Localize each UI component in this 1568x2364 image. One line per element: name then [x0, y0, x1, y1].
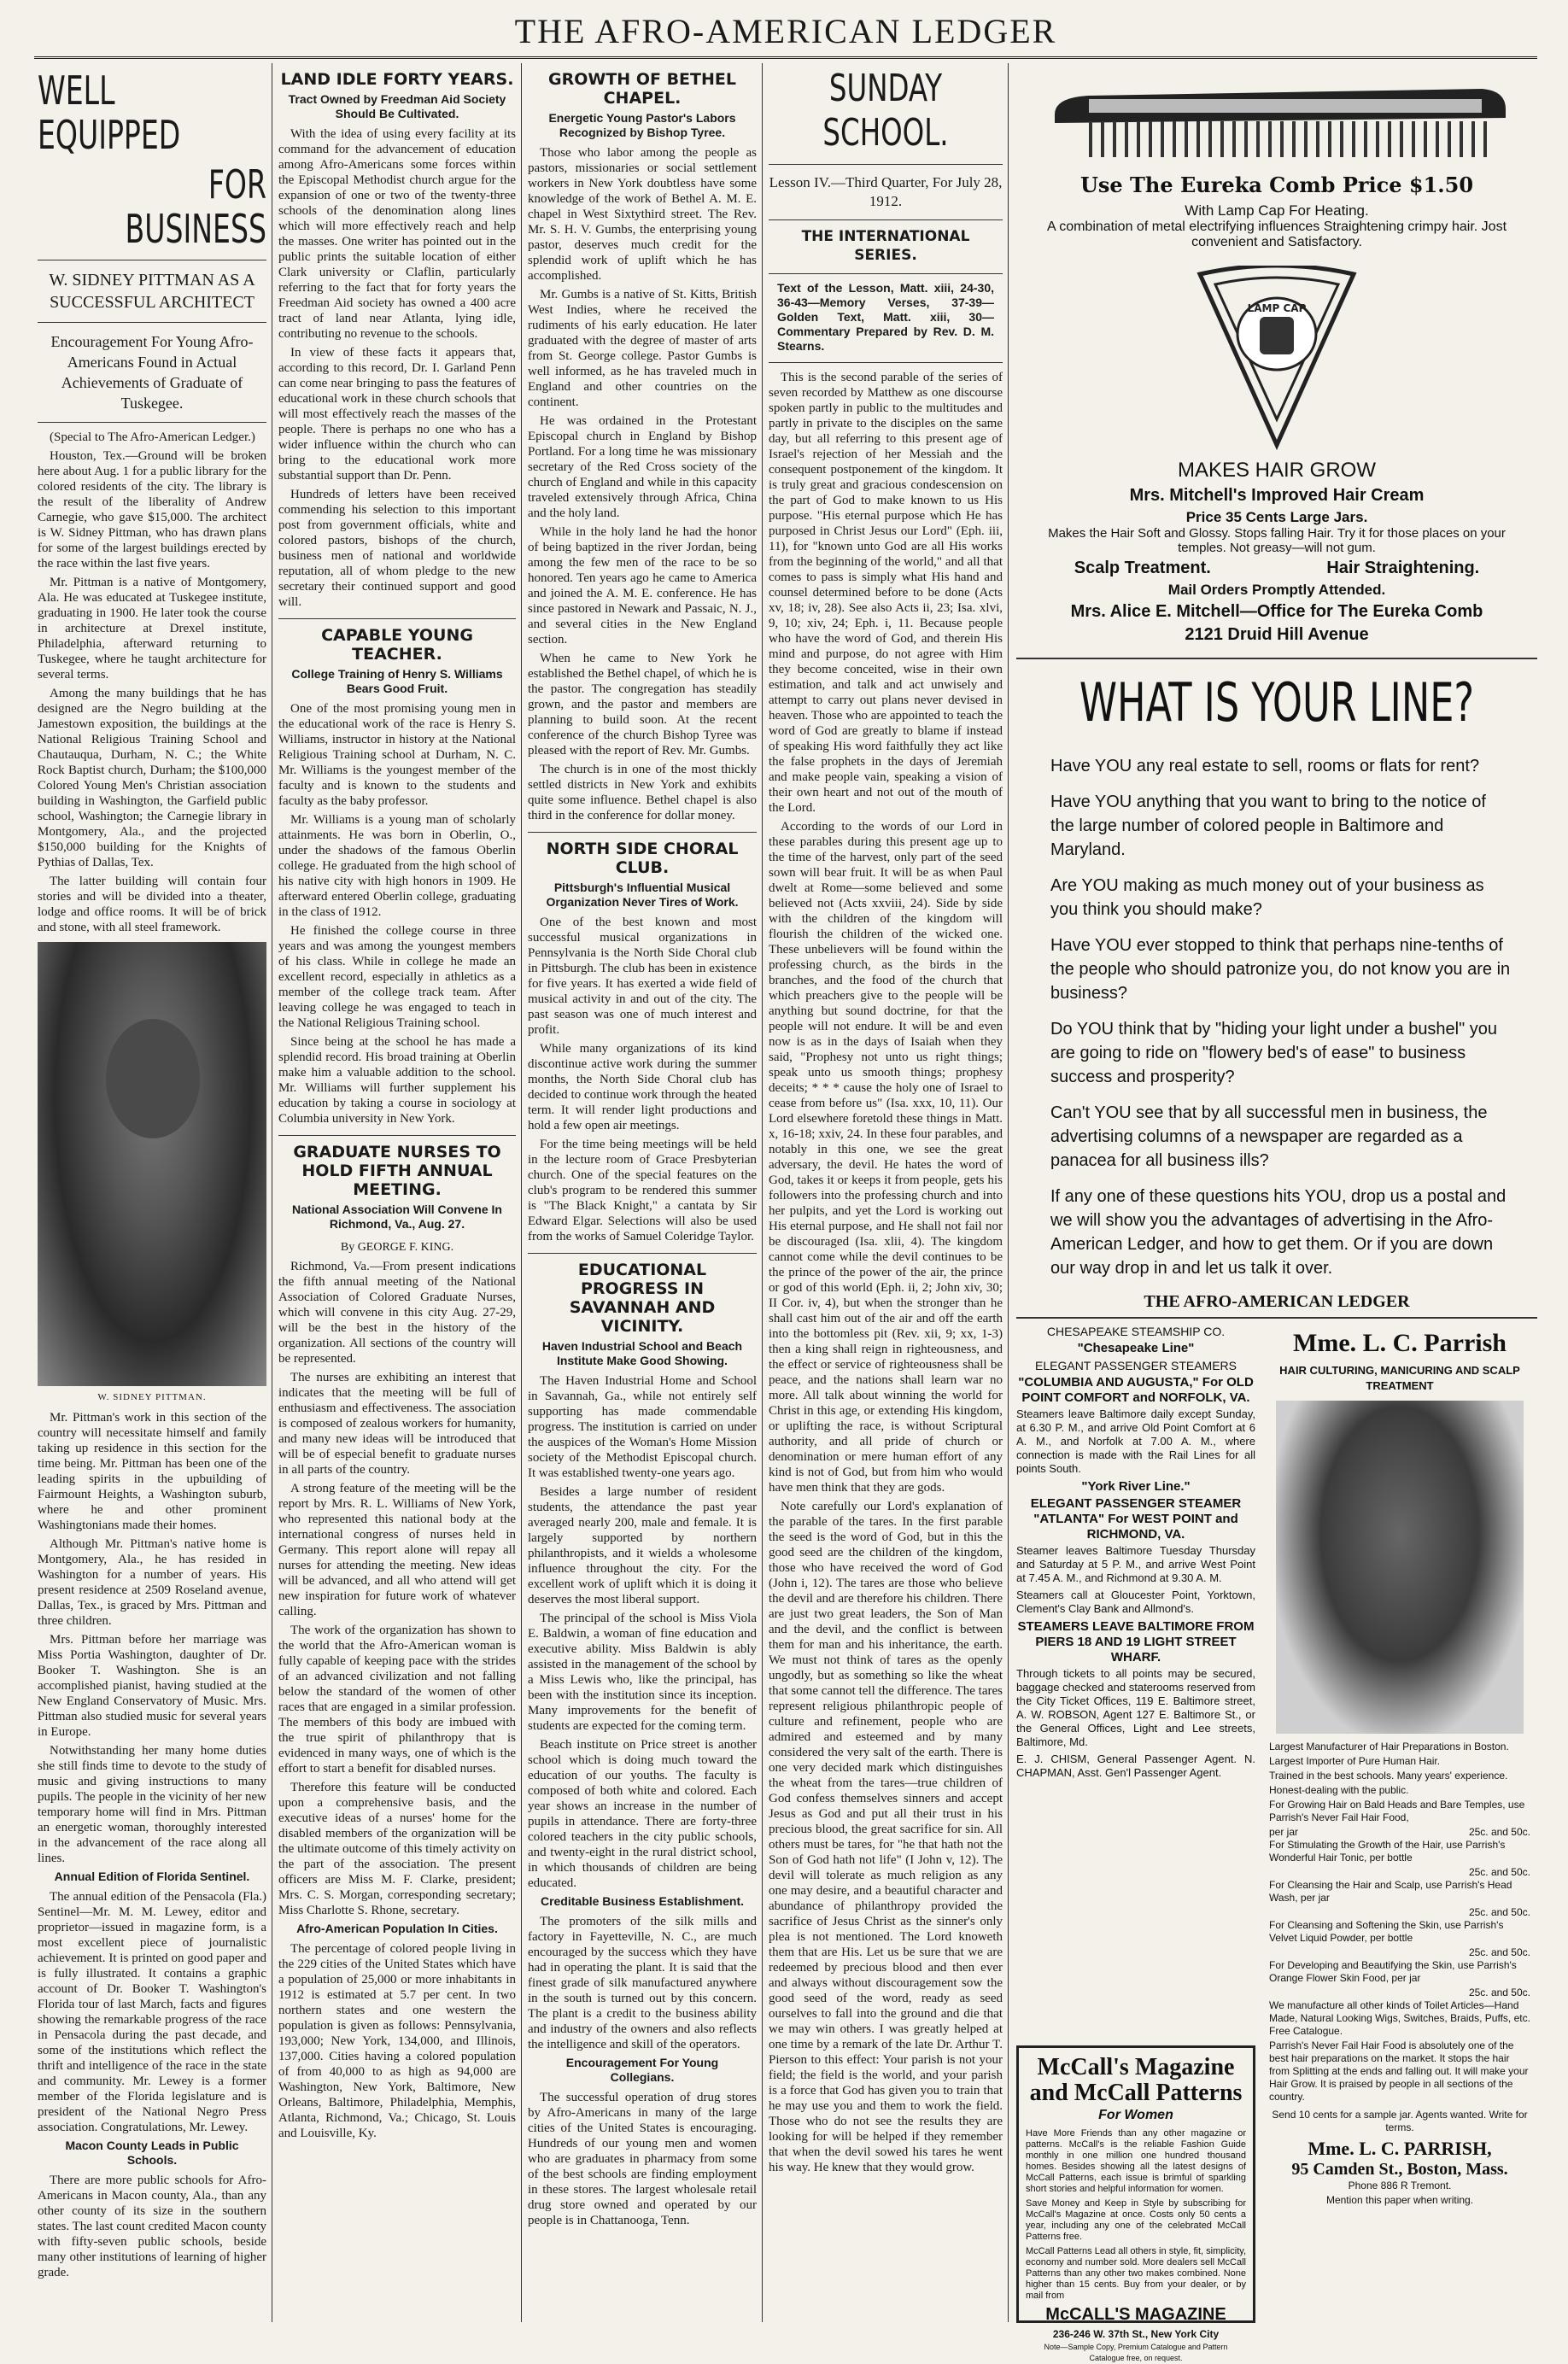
article-paragraph: Mr. Pittman's work in this section of the country will necessitate himself and family taking up residence in this section for the time being. Mr. Pittman has been one of the leading spirits in the upbuilding of Fairmount Heights, a Washington suburb, where he and other prominent Washingtonians made their homes. [38, 1411, 266, 1532]
article-paragraph: The church is in one of the most thickly settled districts in New York and exhibits quite some influence. Bethel chapel is also third in the conference for dollar money. [528, 763, 757, 822]
mccalls-address: 236-246 W. 37th St., New York City [1052, 2328, 1220, 2340]
chesapeake-steamship-ad [1016, 1324, 1255, 2041]
parrish-address: 95 Camden St., Boston, Mass. [1291, 2160, 1508, 2179]
article-paragraph: The principal of the school is Miss Viola E. Baldwin, a woman of fine education and executive ability. Miss Baldwin is ably assisted in the management of the school by a Miss Lewis who, like the principal, has been with the institution since its inception. Many improvements for the benefit of students are expected for the coming term. [528, 1612, 757, 1733]
lesson-text: Text of the Lesson, Matt. xiii, 24-30, 36-43—Memory Verses, 37-39—Golden Text, Matt. xiii, 30—Commentary Prepared by Rev. D. M. Stearns. [777, 281, 994, 353]
headline: LAND IDLE FORTY YEARS. [280, 70, 514, 89]
steamship-line: ELEGANT PASSENGER STEAMERS [1035, 1359, 1237, 1372]
parrish-line: For Cleansing the Hair and Scalp, use Parrish's Head Wash, per jar [1269, 1879, 1512, 1904]
parrish-signature: Mme. L. C. PARRISH, [1308, 2138, 1492, 2159]
parrish-price: 25c. and 50c. [1468, 1906, 1530, 1918]
subhead: National Association Will Convene In Richmond, Va., Aug. 27. [292, 1202, 502, 1231]
article-paragraph: While many organizations of its kind discontinue active work during the summer months, the North Side Choral club has decided to continue work through the heated term. It will render light productions and hold a few open air meetings. [528, 1042, 757, 1132]
mccalls-name: McCALL'S MAGAZINE [1045, 2305, 1226, 2324]
article-paragraph: The latter building will contain four stories and will be divided into a theater, lodge and office rooms. It will be of brick and stone, with all steel framework. [38, 875, 266, 934]
headline: CAPABLE YOUNG TEACHER. [321, 626, 473, 664]
subhead: Afro-American Population In Cities. [296, 1922, 498, 1935]
subhead: Annual Edition of Florida Sentinel. [54, 1870, 250, 1883]
byline: By GEORGE F. KING. [340, 1241, 454, 1254]
ad-question: Can't YOU see that by all successful men in business, the advertising columns of a newspaper are regarded as a panacea for all business ills? [1050, 1103, 1488, 1170]
mccalls-magazine-ad [1016, 2045, 1255, 2362]
emblem-text: LAMP CAP [1247, 302, 1307, 314]
subhead: Energetic Young Pastor's Labors Recognized by Bishop Tyree. [548, 111, 736, 139]
column-4 [769, 63, 1003, 2322]
article-paragraph: He finished the college course in three years and was among the youngest members of his class. While in college he made an excellent record, especially in athletics as a member of the college track team. After leaving college he was engaged to teach in the National Religious Training school. [278, 924, 516, 1030]
mccalls-note: Note—Sample Copy, Premium Catalogue and Pattern Catalogue free, on request. [1044, 2343, 1228, 2362]
comb-ad-line: Scalp Treatment. [1074, 559, 1211, 577]
ad-signature: THE AFRO-AMERICAN LEDGER [1144, 1292, 1410, 1311]
comb-ad-line: Price 35 Cents Large Jars. [1185, 509, 1368, 525]
column-2 [278, 63, 516, 2322]
comb-ad-line: 2121 Druid Hill Avenue [1185, 625, 1369, 644]
article-paragraph: Mrs. Pittman before her marriage was Miss Portia Washington, daughter of Dr. Booker T. Washington. She is an accomplished pianist, having studied at the New England Conservatory of Music. Mrs. Pittman also studied music for several years in Europe. [38, 1633, 266, 1739]
article-paragraph: The Haven Industrial Home and School in Savannah, Ga., while not entirely self supporting has made commendable progress. The institution is carried on under the auspices of the Woman's Home Mission society of the Methodist Episcopal church. It was established twenty-one years ago. [528, 1374, 757, 1480]
comb-ad-title: Use The Eureka Comb Price $1.50 [1079, 173, 1474, 197]
special-note: (Special to The Afro-American Ledger.) [50, 430, 255, 444]
steamship-line: STEAMERS LEAVE BALTIMORE FROM PIERS 18 AND 19 LIGHT STREET WHARF. [1017, 1619, 1255, 1665]
parrish-line: For Developing and Beautifying the Skin, use Parrish's Orange Flower Skin Food, per jar [1269, 1959, 1517, 1984]
lamp-cap-emblem [1191, 266, 1362, 453]
column-1 [38, 63, 266, 2322]
parrish-line: Parrish's Never Fail Hair Food is absolutely one of the best hair preparations on the market. It stops the hair from Splitting at the ends and falling out. It will make your Hair Grow. It is praised by people in all sections of the country. [1269, 2039, 1529, 2103]
mccalls-paragraph: Save Money and Keep in Style by subscribing for McCall's Magazine at once. Costs only 50 cents a year, including any one of the celebrated McCall Patterns free. [1026, 2198, 1246, 2242]
ad-question: Have YOU anything that you want to bring to the notice of the large number of colored people in Baltimore and Maryland. [1050, 793, 1486, 859]
lesson-line: Lesson IV.—Third Quarter, For July 28, 1912. [769, 174, 1003, 209]
steamship-line: "COLUMBIA AND AUGUSTA," For OLD POINT COMFORT and NORFOLK, VA. [1018, 1375, 1254, 1405]
article-paragraph: In view of these facts it appears that, according to this record, Dr. I. Garland Penn can come near bringing to pass the features of educational work in these church schools that will most effectively reach the masses of the people. There is perhaps no one who has a wider influence within the church who can bring to the educational work more substantial support than Dr. Penn. [278, 346, 516, 483]
headline-line-2: FOR BUSINESS [125, 161, 266, 252]
article-paragraph: The annual edition of the Pensacola (Fla.) Sentinel—Mr. M. M. Lewey, editor and proprietor—issued in magazine form, is a most excellent piece of journalistic achievement. It is printed on good paper and is fully illustrated. It contains a graphic account of Dr. Booker T. Washington's Florida tour of last March, facts and figures showing the remarkable progress of the race in Pensacola during the past decade, and some of the institutions which reflect the thrift and intelligence of the race in the state and community. Mr. Lewey is a former member of the Florida legislature and is president of the National Negro Press association. Congratulations, Mr. Lewey. [38, 1890, 266, 2134]
article-paragraph: According to the words of our Lord in these parables during this present age up to the time of the harvest, only part of the seed sown will bear fruit. It will be as when Paul dwelt at Rome—some believed and some believed not (Acts xxviii, 24). Side by side with the children of the kingdom will flourish the children of the wicked one. These unbelievers will be found within the professing church, as the birds in the branches, and the food of the church that which preachers give to the people will be anything but sound doctrine, for that the people will not endure. It will be and even now is as in the days of Isaiah when they said, "Prophesy not unto us right things; speak unto us smooth things; prophesy deceits; * * * cause the holy one of Israel to cease from before us" (Isa. xxx, 10, 11). Our Lord elsewhere foretold these things in Matt. x, 16-18; xxiv, 24. In these four parables, and notably in this one, we see the great adversary, the devil. He hates the word of God, takes it or keeps it from people, gets his followers into the professing church and into her pulpits, and yet the Lord is working out His eternal purpose, and He shall not fail nor be discouraged (Isa. xlii, 4). The kingdom cannot come while the devil continues to be the prince of the power of the air, the prince or god of this world (Eph. ii, 2; John xiv, 30; II Cor. iv, 4), but when the stronger than he shall cast him out of the air and off the earth into the bottomless pit (Rev. xii, 9; xx, 1-3) then a king shall reign in righteousness, and the effect or service of righteousness shall be peace, and the nations shall learn war no more. All talk about winning the world for Christ in this age, or extending His kingdom, or uplifting the race, is without Scriptural authority, and all pride of church or denomination or mere human effort of any kind is not of God, but from him who would have men think that they are gods. [769, 820, 1003, 1495]
mccalls-paragraph: Have More Friends than any other magazine or patterns. McCall's is the reliable Fashion Guide monthly in one million one hundred thousand homes. Besides showing all the latest designs of McCall Patterns, each issue is brimful of sparkling short stories and helpful information for women. [1026, 2128, 1246, 2194]
steamship-paragraph: Steamer leaves Baltimore Tuesday Thursday and Saturday at 5 P. M., and arrive West Point at 7.45 A. M., and Richmond at 9.30 A. M. [1016, 1544, 1255, 1584]
parrish-tagline: HAIR CULTURING, MANICURING AND SCALP TREATMENT [1279, 1364, 1520, 1392]
article-paragraph: Beach institute on Price street is another school which is doing much toward the education of our youths. The faculty is composed of both white and colored. Each year shows an increase in the number of pupils in attendance. There are forty-three colored teachers in the city public schools, and twenty-eight in the rural district school, in which thousands of children are being educated. [528, 1738, 757, 1890]
article-paragraph: Note carefully our Lord's explanation of the parable of the tares. In the first parable the seed is the word of God, but in this the good seed are the children of the kingdom, those who have received the word of God (John i, 12). The tares are those who believe the devil and are therefore his children. There are just two great leaders, the Son of Man and the devil, and the conflict is between them for man and his inheritance, the earth. We must not think of tares as the openly ungodly, but as something so like the wheat that some cannot tell the difference. The tares represent religious philanthropic people of culture and refinement, people who are admired and esteemed and by many considered the very salt of the earth. There is one very decided mark which distinguishes the wheat from the tares—true children of God confess themselves sinners and accept Jesus as God and put all their trust in his precious blood, the great sacrifice for sin. All others must be tares, for "he that hath not the Son of God hath not life" (I John v, 12). The devil will tolerate as much religion as any one may desire, and a beautiful character and abundance of philanthropy provided the sacrifice of Jesus Christ as the sinner's only plea is not mentioned. The Lord knoweth them that are His. Let us be sure that we are redeemed by precious blood and then ever and always without discouragement sow the good seed of the word, ready as seed ourselves to fall into the ground and die that we may win others. I was greatly helped at one time by a remark of the late Dr. Arthur T. Pierson to this effect: Your parish is not your field; the field is the world, and your parish is a force that God has given you to train that he may use you and them to work the field. Those who do not see the results they are looking for will be helped if they remember that when the devil sowed his tares he went his way. He knew that they would grow. [769, 1500, 1003, 2174]
deck-1: W. SIDNEY PITTMAN AS A SUCCESSFUL ARCHITECT [49, 271, 255, 312]
column-rule [762, 63, 763, 2322]
ad-question: Do YOU think that by "hiding your light under a bushel" you are going to ride on "flowery bed's of ease" to business success and prosperity? [1050, 1020, 1498, 1086]
article-paragraph: Hundreds of letters have been received commending his selection to this important post from government officials, white and colored pastors, bishops of the church, business men of national and worldwide reputation, all of whom pledge to the new secretary their continued support and good will. [278, 488, 516, 609]
comb-ad-line: Hair Straightening. [1326, 559, 1480, 577]
parrish-name: Mme. L. C. Parrish [1293, 1329, 1507, 1357]
parrish-price: 25c. and 50c. [1468, 1866, 1530, 1878]
steamship-paragraph: Steamers leave Baltimore daily except Sunday, at 6.30 P. M., and arrive Old Point Comfort at 6 A. M., and Norfolk at 7.00 A. M., where connection is made with the Rail Lines for all points South. [1016, 1407, 1255, 1475]
steamship-line: "Chesapeake Line" [1077, 1341, 1195, 1355]
article-paragraph: Mr. Gumbs is a native of St. Kitts, British West Indies, where he received the rudiments of his early education. He later graduated with the degree of master of arts from St. George college. Pastor Gumbs is well informed, as he has traveled much in England and other countries on the continent. [528, 288, 757, 409]
parrish-line: Largest Manufacturer of Hair Preparations in Boston. [1269, 1741, 1509, 1753]
article-paragraph: The nurses are exhibiting an interest that indicates that the meeting will be full of enthusiasm and effectiveness. The association is composed of zealous workers for humanity, and many new ideas will be introduced that will be of especial benefit to graduate nurses in all parts of the country. [278, 1371, 516, 1477]
steamship-paragraph: Through tickets to all points may be secured, baggage checked and staterooms reserved from the City Ticket Offices, 119 E. Baltimore street, A. W. ROBSON, Agent 127 E. Baltimore St., or the General Offices, Light and Lee streets, Baltimore, Md. [1016, 1667, 1255, 1748]
parrish-line: Largest Importer of Pure Human Hair. [1269, 1755, 1441, 1767]
parrish-line: For Growing Hair on Bald Heads and Bare Temples, use Parrish's Never Fail Hair Food, [1269, 1799, 1525, 1823]
comb-ad-line: MAKES HAIR GROW [1177, 459, 1377, 482]
parrish-phone: Phone 886 R Tremont. [1348, 2180, 1452, 2191]
comb-ad-line: Makes the Hair Soft and Glossy. Stops falling Hair. Try it for those places on your temples. Not greasy—will not gum. [1048, 526, 1506, 555]
article-paragraph: Richmond, Va.—From present indications the fifth annual meeting of the National Association of Colored Graduate Nurses, which will convene in this city Aug. 27-29, will be the best in the history of the organization. All sections of the country will be represented. [278, 1260, 516, 1366]
parrish-hair-ad [1262, 1324, 1537, 2323]
what-is-your-line-ad [1016, 658, 1537, 1319]
article-paragraph: This is the second parable of the series of seven recorded by Matthew as one discourse spoken partly in public to the multitudes and partly in private to the disciples on the same day, but all referring to this present age of Israel's rejection of her Messiah and the consequent postponement of the kingdom. It is truly great and gracious condescension on the part of God to make known to us His purpose. "His eternal purpose which He has purposed in Christ Jesus our Lord" (Eph. iii, 11), for "known unto God are all His works from the beginning of the world," and all that comes to pass is simply what His hand and counsel determined before to be done (Acts xv, 18; iv, 28). See also Acts ii, 23; Isa. xlvi, 9, 10; xiv, 24; Eph. i, 11. Because people who have the word of God, and therein His mind and purpose, do not agree with Him they become conceited, wise in their own estimation, and talk and act unwisely and attempt to carry out plans never devised in heaven. Those who are appointed to teach the word of God are greatly to blame if instead of speaking His word faithfully they act like the false prophets in the days of Jeremiah and make people vain, speaking a vision of their own heart and not out of the mouth of the Lord. [769, 371, 1003, 815]
steamship-paragraph: E. J. CHISM, General Passenger Agent. N. CHAPMAN, Asst. Gen'l Passenger Agent. [1016, 1753, 1255, 1779]
headline: GRADUATE NURSES TO HOLD FIFTH ANNUAL MEETING. [293, 1143, 501, 1199]
steamship-line: CHESAPEAKE STEAMSHIP CO. [1046, 1325, 1226, 1338]
subhead: College Training of Henry S. Williams Bears Good Fruit. [291, 667, 503, 695]
article-paragraph: Among the many buildings that he has designed are the Negro building at the Jamestown exposition, the buildings at the National Religious Training School and Chautauqua, Durham, N. C.; the White Rock Baptist church, Durham; the $100,000 Colored Young Men's Christian association building in Washington, the Garfield public school, Washington; the Carnegie library in Montgomery, Ala., and the projected $150,000 building for the Knights of Pythias of Dallas, Tex. [38, 687, 266, 869]
parrish-line: Honest-dealing with the public. [1269, 1784, 1409, 1796]
parrish-mention: Mention this paper when writing. [1325, 2194, 1474, 2206]
steamship-paragraph: Steamers call at Gloucester Point, Yorktown, Clement's Clay Bank and Allmond's. [1016, 1589, 1255, 1615]
article-paragraph: Since being at the school he has made a splendid record. His broad training at Oberlin make him a valuable addition to the school. Mr. Williams will further supplement his education by taking a course in sociology at Columbia university in New York. [278, 1035, 516, 1126]
ad-title: WHAT IS YOUR LINE? [1079, 671, 1475, 734]
article-paragraph: Besides a large number of resident students, the attendance the past year averaged nearly 200, male and female. It is largely supported by northern philanthropists, and it wields a wholesome influence throughout the city. For the excellent work of uplift which it is doing it deserves the most liberal support. [528, 1485, 757, 1606]
comb-ad-line: A combination of metal electrifying influences Straightening crimpy hair. Jost convenient and Satisfactory. [1046, 219, 1507, 249]
ad-question: If any one of these questions hits YOU, drop us a postal and we will show you the advantages of advertising in the Afro-American Ledger, and how to get them. Or if you are down our way drop in and let us talk it over. [1050, 1187, 1507, 1278]
portrait-caption: W. SIDNEY PITTMAN. [97, 1392, 207, 1402]
article-paragraph: He was ordained in the Protestant Episcopal church in England by Bishop Portland. For a long time he was missionary secretary of the Red Cross society of the church of England and while in this capacity traveled extensively through Africa, China and the holy land. [528, 414, 757, 520]
mccalls-paragraph: McCall Patterns Lead all others in style, fit, simplicity, economy and number sold. More dealers sell McCall Patterns than any other two makes combined. None higher than 15 cents. Buy from your dealer, or by mail from [1026, 2246, 1246, 2301]
article-paragraph: Mr. Pittman is a native of Montgomery, Ala. He was educated at Tuskegee institute, graduating in 1900. He later took the course in architecture at Drexel institute, Philadelphia, afterward returning to Tuskegee, where he taught architecture for several terms. [38, 576, 266, 682]
article-paragraph: When he came to New York he established the Bethel chapel, of which he is the pastor. The congregation has steadily grown, and the pastor and members are planning to build soon. At the recent conference of the church Bishop Tyree was pleased with the report of Rev. Mr. Gumbs. [528, 652, 757, 758]
parrish-line: Send 10 cents for a sample jar. Agents wanted. Write for terms. [1272, 2109, 1528, 2133]
sunday-school-title: SUNDAY SCHOOL. [822, 67, 949, 155]
article-paragraph: Although Mr. Pittman's native home is Montgomery, Ala., he has resided in Washington for a number of years. His present residence at 2509 Roseland avenue, Dallas, Tex., is graced by Mrs. Pittman and three children. [38, 1537, 266, 1628]
article-paragraph: The promoters of the silk mills and factory in Fayetteville, N. C., are much encouraged by the success which they have had in operating the plant. It is said that the finest grade of silk manufactured anywhere in the south is turned out by this concern. The plant is a credit to the business ability and industry of the owners and also reflects the intelligence and skill of the operators. [528, 1915, 757, 2051]
parrish-line: We manufacture all other kinds of Toilet Articles—Hand Made, Natural Looking Wigs, Switches, Braids, Puffs, etc. Free Catalogue. [1269, 1999, 1530, 2037]
article-paragraph: A strong feature of the meeting will be the report by Mrs. R. L. Williams of New York, who represented this national body at the international congress of nurses held in Germany. This report alone will repay all nurses for attending the meeting. New ideas will be advanced, and all who attend will get new inspiration for future work of whatever calling. [278, 1482, 516, 1618]
article-paragraph: There are more public schools for Afro-Americans in Macon county, Ala., than any other county of its size in the southern states. The last count credited Macon county with fifty-seven public schools, beside many other institutions of learning of higher grade. [38, 2174, 266, 2279]
parrish-price: 25c. and 50c. [1468, 1826, 1530, 1838]
masthead: THE AFRO-AMERICAN LEDGER [34, 7, 1537, 59]
headline: NORTH SIDE CHORAL CLUB. [546, 840, 739, 877]
article-paragraph: The work of the organization has shown to the world that the Afro-American woman is fully capable of keeping pace with the strides of an advanced civilization and not falling below the standard of the women of other races that are engaged in a similar profession. The members of this body are imbued with the true spirit of philanthropy that is evidenced in many ways, one of which is the effort to start a benefit for disabled nurses. [278, 1624, 516, 1776]
mccalls-subtitle: For Women [1098, 2108, 1173, 2122]
headline: EDUCATIONAL PROGRESS IN SAVANNAH AND VICINITY. [569, 1261, 716, 1336]
deck-2: Encouragement For Young Afro-Americans Found in Actual Achievements of Graduate of Tuskegee. [50, 333, 254, 412]
parrish-portrait [1276, 1401, 1524, 1734]
article-paragraph: The successful operation of drug stores by Afro-Americans in many of the large cities of the United States is encouraging. Hundreds of our young men and women who are graduates in pharmacy from some of the best schools are finding employment in these stores. The largest wholesale retail drug store owned and operated by our people is in Chattanooga, Tenn. [528, 2091, 757, 2227]
article-paragraph: Mr. Williams is a young man of scholarly attainments. He was born in Oberlin, O., under the shadows of the famous Oberlin college. He graduated from the high school of his native city with high honors in 1909. He afterward entered Oberlin college, graduating in the class of 1912. [278, 813, 516, 919]
column-rule [521, 63, 522, 2322]
subhead: Pittsburgh's Influential Musical Organization Never Tires of Work. [546, 881, 739, 909]
parrish-line: For Stimulating the Growth of the Hair, use Parrish's Wonderful Hair Tonic, per bottle [1269, 1839, 1506, 1864]
mccalls-title: McCall's Magazine and McCall Patterns [1029, 2054, 1243, 2106]
article-paragraph: One of the most promising young men in the educational work of the race is Henry S. Williams, instructor in history at the National Religious Training school at Durham, N. C. Mr. Williams is the youngest member of the faculty and is known to the students and faculty as the baby professor. [278, 702, 516, 808]
headline: GROWTH OF BETHEL CHAPEL. [548, 70, 736, 108]
subhead: Encouragement For Young Collegians. [565, 2056, 719, 2084]
article-paragraph: While in the holy land he had the honor of being baptized in the river Jordan, being among the few men of the race to be so honored. Ten years ago he came to America and joined the A. M. E. conference. He has since pastored in Newark and Passaic, N. J., and several cities in the New England section. [528, 525, 757, 647]
portrait-image [38, 942, 266, 1386]
headline-line-1: WELL EQUIPPED [38, 67, 181, 158]
series-title: THE INTERNATIONAL SERIES. [801, 228, 970, 264]
comb-ad-line: Mrs. Mitchell's Improved Hair Cream [1129, 486, 1425, 505]
article-paragraph: One of the best known and most successful musical organizations in Pennsylvania is the North Side Choral club in Pittsburgh. The club has been in existence for five years. It has exerted a wide field of musical activity in and out of the city. The past season was one of much interest and profit. [528, 916, 757, 1037]
parrish-price-label: per jar [1269, 1826, 1299, 1838]
article-paragraph: For the time being meetings will be held in the lecture room of Grace Presbyterian church. One of the special features on the club's program to be rendered this summer is "The Black Knight," a cantata by Sir Edward Elgar. Selections will also be used from the works of Samuel Coleridge Taylor. [528, 1138, 757, 1243]
article-paragraph: Therefore this feature will be conducted upon a comprehensive basis, and the executive ideas of a nurses' home for the disabled members of the organization will be the ultimate outcome of this timely activity on the part of the association. The present officers are Miss M. F. Clarke, president; Mrs. C. S. Morgan, corresponding secretary; Miss Charlotte S. Rhone, secretary. [278, 1781, 516, 1917]
ad-question: Are YOU making as much money out of your business as you think you should make? [1050, 876, 1484, 919]
article-paragraph: The percentage of colored people living in the 229 cities of the United States which have a population of 25,000 or more inhabitants in 1912 is estimated at 5.7 per cent. In two northern states and one western the population is given as follows: Pennsylvania, 193,000; New York, 134,000, and Illinois, 137,000. Cities having a colored population of from 40,000 to as high as 94,000 are Washington, New York, Baltimore, New Orleans, Baltimore, Philadelphia, Memphis, Atlanta, Richmond, Va.; Chicago, St. Louis and Louisville, Ky. [278, 1942, 516, 2140]
ad-question: Have YOU ever stopped to think that perhaps nine-tenths of the people who should patronize you, do not know you are in business? [1050, 936, 1511, 1003]
comb-icon [1038, 80, 1516, 166]
subhead: Haven Industrial School and Beach Institute Make Good Showing. [541, 1339, 743, 1367]
subhead: Creditable Business Establishment. [540, 1894, 745, 1908]
article-paragraph: Those who labor among the people as pastors, missionaries or social settlement workers in New York doubtless have some knowledge of the work of Bethel A. M. E. chapel in West Sixtythird street. The Rev. Mr. S. H. V. Gumbs, the enterprising young pastor, deserves much credit for the splendid work of uplift which he has accomplished. [528, 146, 757, 283]
parrish-price: 25c. and 50c. [1468, 1987, 1530, 1998]
parrish-price: 25c. and 50c. [1468, 1946, 1530, 1958]
article-paragraph: Houston, Tex.—Ground will be broken here about Aug. 1 for a public library for the colored residents of the city. The library is the result of the liberality of Andrew Carnegie, who gave $15,000. The architect is W. Sidney Pittman, who has drawn plans for some of the largest buildings erected by the race within the last five years. [38, 449, 266, 571]
subhead: Tract Owned by Freedman Aid Society Should Be Cultivated. [288, 92, 506, 120]
ad-question: Have YOU any real estate to sell, rooms or flats for rent? [1050, 757, 1480, 775]
article-paragraph: Notwithstanding her many home duties she still finds time to devote to the study of music and giving instructions to many pupils. The people in the vicinity of her new temporary home will find in Mrs. Pittman an energetic woman, thoroughly interested in the advancement of the race along all lines. [38, 1744, 266, 1865]
column-3 [528, 63, 757, 2322]
article-paragraph: With the idea of using every facility at its command for the advancement of education among Afro-Americans some forces within the Episcopal Methodist church argue for the expansion of one or two of the twenty-three schools of the denomination along lines which will more effectively reach and help the masses. One writer has pointed out in the public prints the suitable location of either Clark university or Claflin, particularly referring to the fact that for forty years the Freedman Aid society has owned a 400 acre tract of land near Atlanta, lying idle, contributing no revenue to the schools. [278, 127, 516, 341]
steamship-line: ELEGANT PASSENGER STEAMER "ATLANTA" For WEST POINT and RICHMOND, VA. [1030, 1496, 1242, 1542]
comb-ad-line: Mail Orders Promptly Attended. [1167, 582, 1386, 598]
column-rule [1008, 63, 1009, 2322]
steamship-line: "York River Line." [1081, 1479, 1191, 1494]
parrish-line: For Cleansing and Softening the Skin, use Parrish's Velvet Liquid Powder, per bottle [1269, 1919, 1504, 1944]
eureka-comb-ad [1016, 63, 1537, 652]
comb-ad-line: Mrs. Alice E. Mitchell—Office for The Eureka Comb [1070, 602, 1483, 621]
parrish-line: Trained in the best schools. Many years' experience. [1269, 1770, 1508, 1782]
comb-ad-line: With Lamp Cap For Heating. [1185, 202, 1369, 219]
subhead: Macon County Leads in Public Schools. [65, 2139, 239, 2167]
